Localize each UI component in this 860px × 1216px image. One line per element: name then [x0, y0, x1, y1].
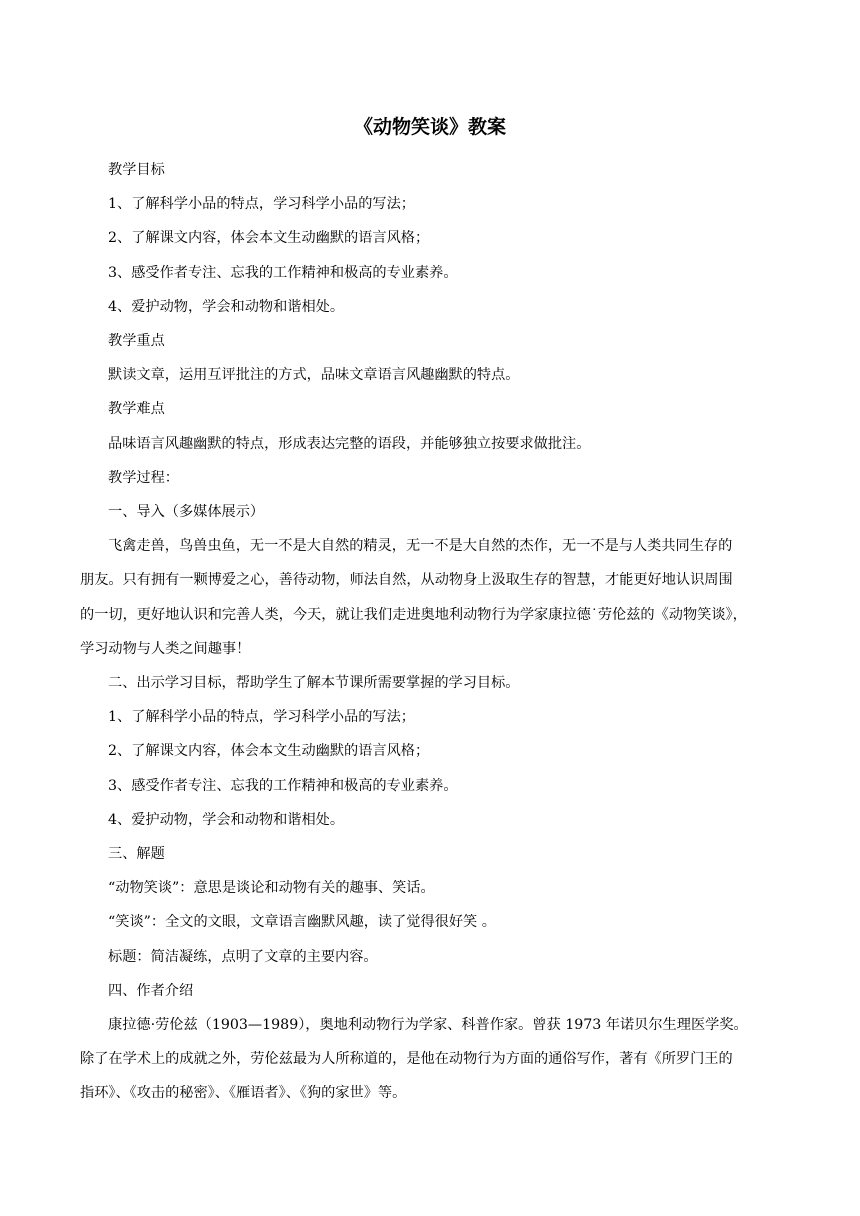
section-2-heading: 二、出示学习目标，帮助学生了解本节课所需要掌握的学习目标。 [108, 675, 520, 692]
section-1-heading: 一、导入（多媒体展示） [108, 504, 265, 521]
heading-key-points: 教学重点 [108, 333, 165, 350]
author-paragraph-line-3: 指环》、《攻击的秘密》、《雁语者》、《狗的家世》等。 [80, 1085, 407, 1102]
title-explanation-2: “笑谈”：全文的文眼，文章语言幽默风趣，读了觉得很好笑 。 [108, 914, 496, 931]
intro-paragraph-line-1: 飞禽走兽，鸟兽虫鱼，无一不是大自然的精灵，无一不是大自然的杰作，无一不是与人类共同生存的 [108, 538, 733, 555]
intro-paragraph-line-4: 学习动物与人类之间趣事！ [80, 640, 251, 657]
title-explanation-3: 标题：简洁凝练，点明了文章的主要内容。 [108, 948, 378, 965]
goal-item-3: 3、感受作者专注、忘我的工作精神和极高的专业素养。 [108, 264, 458, 281]
goal-item-1: 1、了解科学小品的特点，学习科学小品的写法； [108, 196, 415, 213]
objective-item-2: 2、了解课文内容，体会本文生动幽默的语言风格； [108, 743, 430, 760]
author-paragraph-line-1: 康拉德·劳伦兹（1903—1989），奥地利动物行为学家、科普作家。曾获 1973 年诺贝尔生理医学奖。 [108, 1017, 748, 1034]
document-title: 《动物笑谈》教案 [353, 116, 506, 138]
key-points-text: 默读文章，运用互评批注的方式，品味文章语言风趣幽默的特点。 [108, 367, 520, 384]
document-body [80, 153, 783, 1111]
goal-item-2: 2、了解课文内容，体会本文生动幽默的语言风格； [108, 230, 430, 247]
objective-item-4: 4、爱护动物，学会和动物和谐相处。 [108, 811, 345, 828]
author-paragraph-line-2: 除了在学术上的成就之外，劳伦兹最为人所称道的，是他在动物行为方面的通俗写作，著有《所罗门王的 [80, 1051, 733, 1068]
section-3-heading: 三、解题 [108, 846, 165, 863]
title-explanation-1: “动物笑谈”：意思是谈论和动物有关的趣事、笑话。 [108, 880, 435, 897]
heading-difficulties: 教学难点 [108, 401, 165, 418]
heading-teaching-process: 教学过程： [108, 469, 179, 486]
difficulties-text: 品味语言风趣幽默的特点，形成表达完整的语段，并能够独立按要求做批注。 [108, 435, 591, 452]
objective-item-1: 1、了解科学小品的特点，学习科学小品的写法； [108, 709, 415, 726]
intro-paragraph-line-2: 朋友。只有拥有一颗博爱之心，善待动物，师法自然，从动物身上汲取生存的智慧，才能更好地认识周围 [80, 572, 733, 589]
heading-teaching-goals: 教学目标 [108, 162, 165, 178]
goal-item-4: 4、爱护动物，学会和动物和谐相处。 [108, 298, 345, 315]
section-4-heading: 四、作者介绍 [108, 982, 194, 999]
intro-paragraph-line-3: 的一切，更好地认识和完善人类，今天，就让我们走进奥地利动物行为学家康拉德˙劳伦兹的《动物笑谈》， [80, 606, 747, 623]
objective-item-3: 3、感受作者专注、忘我的工作精神和极高的专业素养。 [108, 777, 458, 794]
